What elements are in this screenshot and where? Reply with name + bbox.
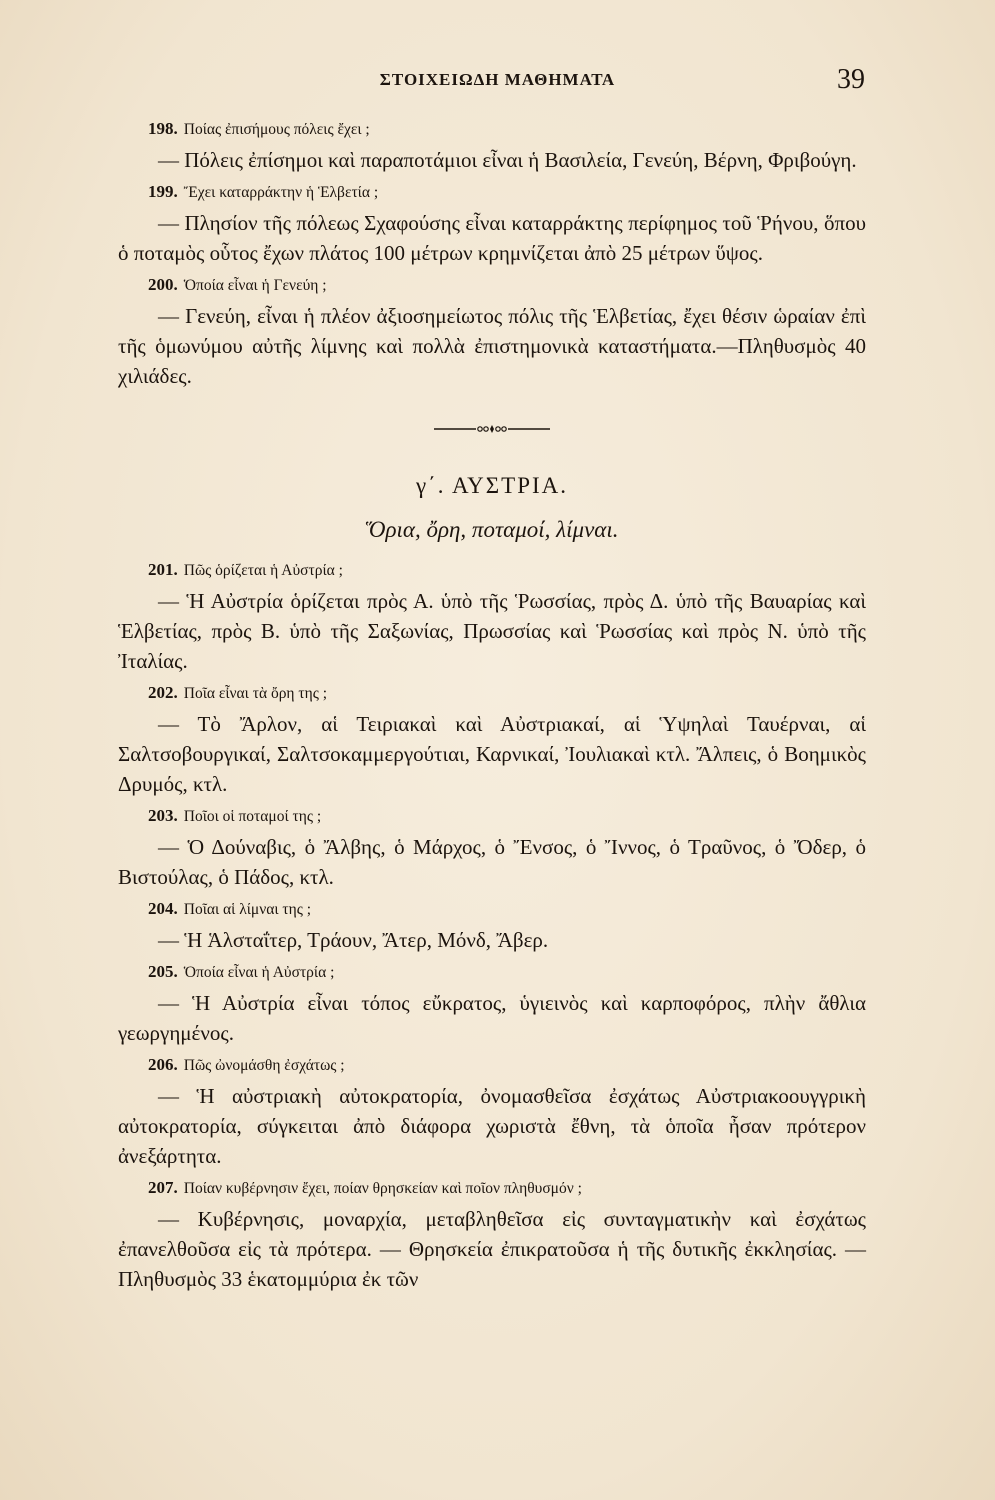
question: [148, 557, 866, 584]
answer-text: — Γενεύη, εἶναι ἡ πλέον ἀξιοσημείωτος πόλις τῆς Ἑλβετίας, ἔχει θέσιν ὡραίαν ἐπὶ τῆς ὁμωνύμου αὐτῆς λίμνης καὶ πολλὰ ἐπιστημονικὰ καταστήματα.—Πληθυσμὸς 40 χιλιάδες.: [118, 304, 866, 388]
answer-text: — Ἡ Αὐστρία ὁρίζεται πρὸς Α. ὑπὸ τῆς Ῥωσσίας, πρὸς Δ. ὑπὸ τῆς Βαυαρίας καὶ Ἑλβετίας, πρὸς Β. ὑπὸ τῆς Σαξωνίας, Πρωσσίας καὶ Ῥωσσίας καὶ πρὸς Ν. ὑπὸ τῆς Ἰταλίας.: [118, 589, 866, 673]
entry-199: [118, 179, 866, 268]
question-text: Ποίας ἐπισήμους πόλεις ἔχει ;: [183, 121, 370, 138]
question-number: 200.: [148, 275, 178, 294]
question: [148, 179, 866, 206]
question-number: 198.: [148, 119, 178, 138]
entry-203: [118, 803, 866, 892]
question-text: Ποῖοι οἱ ποταμοί της ;: [183, 808, 322, 825]
question-number: 206.: [148, 1055, 178, 1074]
question-text: Ποῖα εἶναι τὰ ὄρη της ;: [183, 685, 328, 702]
question: [148, 272, 866, 299]
question-text: Ποίαν κυβέρνησιν ἔχει, ποίαν θρησκείαν καὶ ποῖον πληθυσμόν ;: [183, 1180, 582, 1197]
ornament-divider: [118, 417, 866, 447]
answer-text: — Πλησίον τῆς πόλεως Σχαφούσης εἶναι καταρράκτης περίφημος τοῦ Ῥήνου, ὅπου ὁ ποταμὸς οὗτος ἔχων πλάτος 100 μέτρων κρημνίζεται ἀπὸ 25 μέτρων ὕψος.: [118, 211, 866, 265]
entry-207: [118, 1175, 866, 1294]
ornament-rule-icon: [432, 417, 552, 441]
page-header: [0, 58, 995, 98]
question-number: 202.: [148, 683, 178, 702]
question-number: 205.: [148, 962, 178, 981]
question-text: Ὁποία εἶναι ἡ Αὐστρία ;: [183, 964, 335, 981]
entry-204: [118, 896, 866, 955]
question-number: 199.: [148, 182, 178, 201]
question: [148, 896, 866, 923]
answer-text: — Ὁ Δούναβις, ὁ Ἄλβης, ὁ Μάρχος, ὁ Ἔνσος, ὁ Ἴννος, ὁ Τραῦνος, ὁ Ὄδερ, ὁ Βιστούλας, ὁ Πάδος, κτλ.: [118, 835, 866, 889]
question-text: Πῶς ὠνομάσθη ἐσχάτως ;: [183, 1057, 345, 1074]
entry-198: [118, 116, 866, 175]
answer-text: — Ἡ Αὐστρία εἶναι τόπος εὔκρατος, ὑγιεινὸς καὶ καρποφόρος, πλὴν ἄθλια γεωργημένος.: [118, 991, 866, 1045]
answer-text: — Τὸ Ἄρλον, αἱ Τειριακαὶ καὶ Αὐστριακαί, αἱ Ὑψηλαὶ Ταυέρναι, αἱ Σαλτσοβουργικαί, Σαλτσοκαμμεργούτιαι, Καρνικαί, Ἰουλιακαὶ κτλ. Ἄλπεις, ὁ Βοημικὸς Δρυμός, κτλ.: [118, 712, 866, 796]
entry-201: [118, 557, 866, 676]
answer-text: — Κυβέρνησις, μοναρχία, μεταβληθεῖσα εἰς συνταγματικὴν καὶ ἐσχάτως ἐπανελθοῦσα εἰς τὰ πρότερα. — Θρησκεία ἐπικρατοῦσα ἡ τῆς δυτικῆς ἐκκλησίας. — Πληθυσμὸς 33 ἑκατομμύρια ἐκ τῶν: [118, 1207, 866, 1291]
question: [148, 803, 866, 830]
page-number: 39: [837, 64, 865, 95]
question: [148, 1175, 866, 1202]
question-number: 207.: [148, 1178, 178, 1197]
question-number: 203.: [148, 806, 178, 825]
entry-205: [118, 959, 866, 1048]
question: [148, 680, 866, 707]
answer-text: — Ἡ αὐστριακὴ αὐτοκρατορία, ὀνομασθεῖσα ἐσχάτως Αὐστριακοουγγρικὴ αὐτοκρατορία, σύγκειται ἀπὸ διάφορα χωριστὰ ἔθνη, τὰ ὁποῖα ἦσαν πρότερον ἀνεξάρτητα.: [118, 1084, 866, 1168]
entry-200: [118, 272, 866, 391]
question-number: 204.: [148, 899, 178, 918]
answer-text: — Ἡ Ἁλσταΐτερ, Τράουν, Ἄτερ, Μόνδ, Ἄβερ.: [158, 928, 549, 952]
question-number: 201.: [148, 560, 178, 579]
question-text: Ὁποία εἶναι ἡ Γενεύη ;: [183, 277, 327, 294]
running-title: ΣΤΟΙΧΕΙΩΔΗ ΜΑΘΗΜΑΤΑ: [379, 70, 616, 89]
question: [148, 1052, 866, 1079]
entry-206: [118, 1052, 866, 1171]
section-subheading: Ὅρια, ὄρη, ποταμοί, λίμναι.: [365, 517, 619, 542]
question-text: Ἔχει καταρράκτην ἡ Ἑλβετία ;: [183, 184, 379, 201]
question: [148, 959, 866, 986]
question-text: Ποῖαι αἱ λίμναι της ;: [183, 901, 312, 918]
question: [148, 116, 866, 143]
answer-text: — Πόλεις ἐπίσημοι καὶ παραποτάμιοι εἶναι ἡ Βασιλεία, Γενεύη, Βέρνη, Φριβούγη.: [158, 148, 857, 172]
section-heading: γ΄. ΑΥΣΤΡΙΑ.: [415, 473, 569, 498]
question-text: Πῶς ὁρίζεται ἡ Αὐστρία ;: [183, 562, 343, 579]
entry-202: [118, 680, 866, 799]
page-text: [118, 112, 866, 1296]
